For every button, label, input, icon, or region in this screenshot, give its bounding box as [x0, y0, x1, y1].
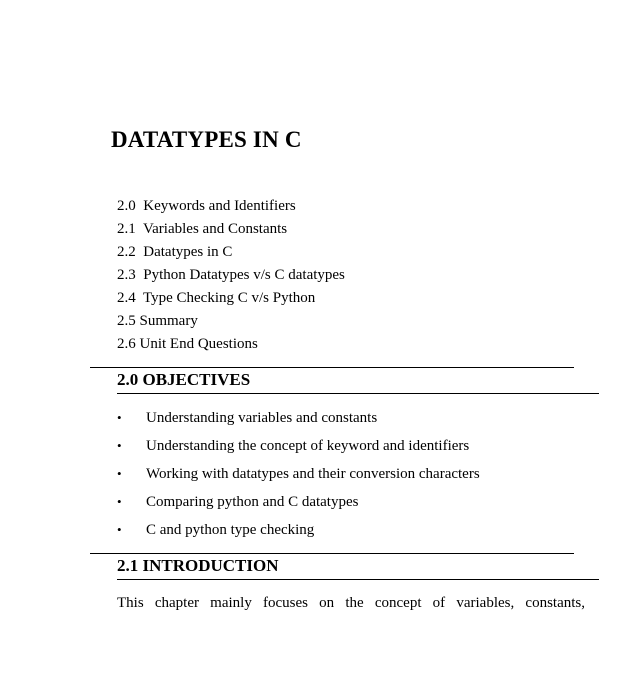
list-item	[117, 432, 480, 460]
divider-line	[90, 367, 574, 368]
objectives-heading: 2.0 OBJECTIVES	[117, 370, 251, 389]
toc-item: 2.3 Python Datatypes v/s C datatypes	[117, 267, 345, 283]
toc-item: 2.1 Variables and Constants	[117, 221, 288, 237]
bullet-icon: •	[117, 438, 122, 453]
list-item	[117, 404, 480, 432]
toc-item: 2.6 Unit End Questions	[117, 336, 258, 352]
toc-item: 2.0 Keywords and Identifiers	[117, 198, 296, 214]
bullet-icon: •	[117, 410, 122, 425]
divider-line	[90, 553, 574, 554]
toc-item: 2.5 Summary	[117, 313, 198, 329]
introduction-paragraph: This chapter mainly focuses on the concept of variables, constants,	[117, 595, 585, 611]
divider-line	[117, 579, 599, 580]
list-item	[117, 516, 480, 544]
toc-item: 2.4 Type Checking C v/s Python	[117, 290, 316, 306]
objective-text: Understanding variables and constants	[146, 410, 378, 426]
objective-text: Comparing python and C datatypes	[146, 494, 359, 510]
list-item	[117, 460, 480, 488]
divider-line	[117, 393, 599, 394]
objective-text: C and python type checking	[146, 522, 315, 538]
bullet-icon: •	[117, 522, 122, 537]
bullet-icon: •	[117, 494, 122, 509]
bullet-icon: •	[117, 466, 122, 481]
list-item	[117, 488, 480, 516]
objective-text: Understanding the concept of keyword and identifiers	[146, 438, 470, 454]
objectives-list	[117, 404, 480, 544]
toc-item: 2.2 Datatypes in C	[117, 244, 233, 260]
introduction-heading: 2.1 INTRODUCTION	[117, 556, 279, 575]
chapter-title: DATATYPES IN C	[111, 127, 302, 152]
objective-text: Working with datatypes and their conversion characters	[146, 466, 480, 482]
table-of-contents	[117, 195, 345, 356]
